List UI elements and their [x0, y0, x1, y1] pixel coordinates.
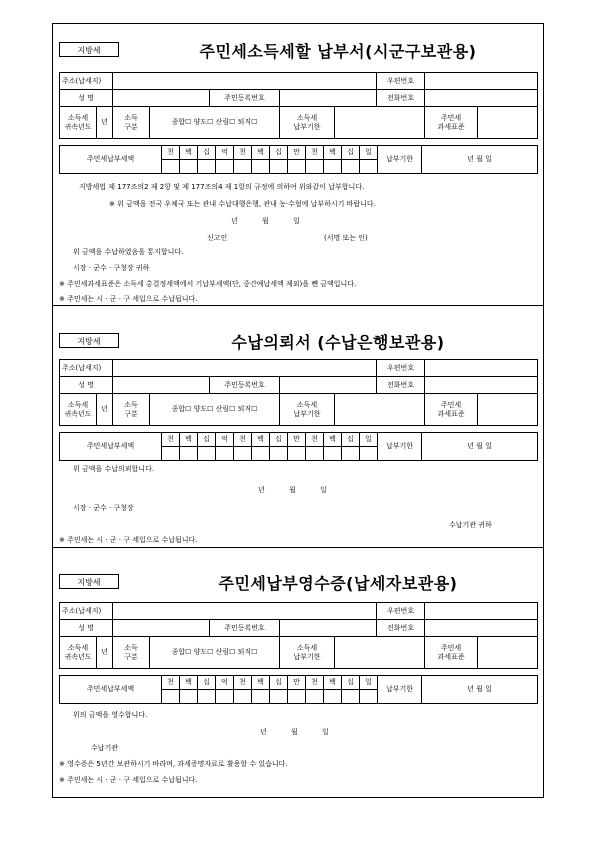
amount-table — [59, 675, 538, 704]
year-label: 소득세 귀속년도 — [60, 394, 97, 426]
standard-field[interactable] — [478, 394, 538, 426]
digit-label: 십 — [270, 146, 288, 160]
digit-cell[interactable] — [360, 447, 378, 461]
digit-cell[interactable] — [216, 160, 234, 174]
digit-cell[interactable] — [252, 690, 270, 704]
digit-label: 십 — [270, 676, 288, 690]
address-label: 주소(납세지) — [60, 603, 113, 620]
issuer-text: 시장 · 군수 · 구청장 — [73, 504, 134, 512]
kind-options[interactable]: 종합☐ 양도☐ 산림☐ 퇴직☐ — [150, 637, 280, 669]
digit-label: 십 — [198, 676, 216, 690]
digit-label: 십 — [198, 433, 216, 447]
due-label: 납부기한 — [378, 146, 422, 174]
digit-label: 십 — [342, 433, 360, 447]
due-label: 소득세 납부기한 — [280, 394, 335, 426]
phone-label: 전화번호 — [377, 90, 425, 107]
standard-field[interactable] — [478, 107, 538, 139]
digit-cell[interactable] — [306, 447, 324, 461]
digit-label: 십 — [270, 433, 288, 447]
taxpayer-table — [59, 72, 538, 139]
phone-field[interactable] — [425, 90, 538, 107]
digit-label: 십 — [342, 146, 360, 160]
phone-field[interactable] — [425, 377, 538, 394]
digit-label: 백 — [252, 676, 270, 690]
section-divider — [53, 305, 543, 306]
name-label: 성 명 — [60, 620, 113, 637]
postal-label: 우편번호 — [377, 73, 425, 90]
kind-options[interactable]: 종합☐ 양도☐ 산림☐ 퇴직☐ — [150, 394, 280, 426]
due-date[interactable]: 년 월 일 — [422, 146, 538, 174]
due-date[interactable]: 년 월 일 — [422, 433, 538, 461]
digit-label: 천 — [162, 146, 180, 160]
digit-label: 천 — [234, 146, 252, 160]
digit-cell[interactable] — [288, 447, 306, 461]
rrn-field[interactable] — [280, 620, 377, 637]
due-label: 납부기한 — [378, 676, 422, 704]
digit-label: 만 — [288, 433, 306, 447]
digit-cell[interactable] — [234, 160, 252, 174]
taxpayer-table — [59, 359, 538, 426]
digit-label: 백 — [180, 433, 198, 447]
digit-cell[interactable] — [180, 690, 198, 704]
due-label: 소득세 납부기한 — [280, 637, 335, 669]
digit-cell[interactable] — [306, 690, 324, 704]
digit-cell[interactable] — [324, 447, 342, 461]
postal-label: 우편번호 — [377, 603, 425, 620]
digit-label: 백 — [324, 676, 342, 690]
digit-label: 일 — [360, 433, 378, 447]
year-unit[interactable]: 년 — [97, 394, 113, 426]
note-revenue: ※ 주민세는 시 · 군 · 구 세입으로 수납됩니다. — [59, 776, 198, 784]
year-unit[interactable]: 년 — [97, 107, 113, 139]
due-field[interactable] — [335, 637, 425, 669]
digit-label: 천 — [306, 146, 324, 160]
date-text: 년 월 일 — [258, 486, 327, 494]
due-field[interactable] — [335, 107, 425, 139]
section-title: 수납의뢰서 (수납은행보관용) — [231, 333, 445, 352]
form-frame — [52, 23, 544, 798]
section-title: 주민세소득세할 납부서(시군구보관용) — [199, 42, 477, 61]
digit-cell[interactable] — [252, 447, 270, 461]
digit-label: 일 — [360, 146, 378, 160]
digit-label: 일 — [360, 676, 378, 690]
name-field[interactable] — [113, 377, 210, 394]
phone-field[interactable] — [425, 620, 538, 637]
recipient-text: 수납기관 귀하 — [449, 521, 492, 529]
note-standard: ※ 주민세과세표준은 소득세 총결정세액에서 기납부세액(단, 중간예납세액 제외)을 뺀 금액입니다. — [59, 280, 357, 288]
name-label: 성 명 — [60, 377, 113, 394]
tag-local-tax: 지방세 — [59, 42, 119, 57]
digit-label: 백 — [180, 676, 198, 690]
rrn-label: 주민등록번호 — [210, 90, 280, 107]
digit-label: 천 — [162, 676, 180, 690]
year-unit[interactable]: 년 — [97, 637, 113, 669]
digit-cell[interactable] — [162, 160, 180, 174]
address-label: 주소(납세지) — [60, 360, 113, 377]
digit-label: 백 — [324, 433, 342, 447]
digit-cell[interactable] — [234, 690, 252, 704]
section-divider — [53, 547, 543, 548]
digit-label: 백 — [252, 433, 270, 447]
kind-label: 소득 구분 — [113, 107, 150, 139]
phone-label: 전화번호 — [377, 377, 425, 394]
postal-field[interactable] — [425, 360, 538, 377]
taxpayer-table — [59, 602, 538, 669]
digit-cell[interactable] — [270, 447, 288, 461]
date-text: 년 월 일 — [231, 217, 300, 225]
statement-text: 지방세법 제 177조의2 제 2항 및 제 177조의4 제 1항의 규정에 의하여 위와같이 납부합니다. — [79, 183, 365, 191]
digit-cell[interactable] — [252, 160, 270, 174]
amount-label: 주민세납부세액 — [60, 433, 162, 461]
digit-cell[interactable] — [198, 690, 216, 704]
digit-cell[interactable] — [342, 690, 360, 704]
digit-cell[interactable] — [324, 690, 342, 704]
postal-field[interactable] — [425, 73, 538, 90]
digit-cell[interactable] — [360, 690, 378, 704]
due-date[interactable]: 년 월 일 — [422, 676, 538, 704]
digit-cell[interactable] — [270, 690, 288, 704]
digit-cell[interactable] — [198, 160, 216, 174]
digit-label: 천 — [234, 433, 252, 447]
address-field[interactable] — [113, 603, 377, 620]
reporter-label: 신고인 — [207, 234, 228, 242]
signature-label: (서명 또는 인) — [324, 234, 368, 242]
digit-label: 억 — [216, 146, 234, 160]
standard-label: 주민세 과세표준 — [425, 107, 478, 139]
standard-label: 주민세 과세표준 — [425, 394, 478, 426]
address-field[interactable] — [113, 360, 377, 377]
digit-cell[interactable] — [162, 447, 180, 461]
digit-label: 억 — [216, 676, 234, 690]
name-label: 성 명 — [60, 90, 113, 107]
payment-guide-text: ※ 위 금액을 전국 우체국 또는 관내 수납대행은행, 관내 농·수협에 납부하시기 바랍니다. — [109, 200, 376, 208]
year-label: 소득세 귀속년도 — [60, 107, 97, 139]
digit-label: 천 — [162, 433, 180, 447]
amount-table — [59, 145, 538, 174]
phone-label: 전화번호 — [377, 620, 425, 637]
due-label: 소득세 납부기한 — [280, 107, 335, 139]
kind-options[interactable]: 종합☐ 양도☐ 산림☐ 퇴직☐ — [150, 107, 280, 139]
amount-label: 주민세납부세액 — [60, 676, 162, 704]
kind-label: 소득 구분 — [113, 637, 150, 669]
digit-label: 백 — [324, 146, 342, 160]
digit-label: 천 — [306, 433, 324, 447]
year-label: 소득세 귀속년도 — [60, 637, 97, 669]
digit-cell[interactable] — [342, 447, 360, 461]
digit-label: 백 — [180, 146, 198, 160]
digit-label: 천 — [234, 676, 252, 690]
digit-cell[interactable] — [234, 447, 252, 461]
digit-cell[interactable] — [270, 160, 288, 174]
note-revenue: ※ 주민세는 시 · 군 · 구 세입으로 수납됩니다. — [59, 295, 198, 303]
rrn-label: 주민등록번호 — [210, 377, 280, 394]
digit-cell[interactable] — [342, 160, 360, 174]
digit-label: 십 — [342, 676, 360, 690]
digit-cell[interactable] — [288, 160, 306, 174]
standard-field[interactable] — [478, 637, 538, 669]
amount-label: 주민세납부세액 — [60, 146, 162, 174]
digit-cell[interactable] — [288, 690, 306, 704]
tag-local-tax: 지방세 — [59, 333, 119, 348]
digit-cell[interactable] — [216, 447, 234, 461]
postal-field[interactable] — [425, 603, 538, 620]
digit-cell[interactable] — [198, 447, 216, 461]
note-keep-receipt: ※ 영수증은 5년간 보관하시기 바라며, 과세증명자료로 활용할 수 있습니다. — [59, 760, 288, 768]
name-field[interactable] — [113, 90, 210, 107]
digit-cell[interactable] — [180, 447, 198, 461]
date-text: 년 월 일 — [260, 728, 329, 736]
digit-cell[interactable] — [180, 160, 198, 174]
digit-label: 백 — [252, 146, 270, 160]
rrn-label: 주민등록번호 — [210, 620, 280, 637]
digit-label: 천 — [306, 676, 324, 690]
received-text: 위 금액을 수납하였음을 통지합니다. — [73, 248, 184, 256]
digit-label: 억 — [216, 433, 234, 447]
standard-label: 주민세 과세표준 — [425, 637, 478, 669]
postal-label: 우편번호 — [377, 360, 425, 377]
amount-table — [59, 432, 538, 461]
digit-cell[interactable] — [306, 160, 324, 174]
recipient-text: 시장 · 군수 · 구청장 귀하 — [73, 264, 150, 272]
request-text: 위 금액을 수납의뢰합니다. — [73, 465, 155, 473]
receipt-text: 위의 금액을 영수합니다. — [73, 711, 148, 719]
due-field[interactable] — [335, 394, 425, 426]
rrn-field[interactable] — [280, 377, 377, 394]
section-title: 주민세납부영수증(납세자보관용) — [218, 574, 458, 593]
note-revenue: ※ 주민세는 시 · 군 · 구 세입으로 수납됩니다. — [59, 536, 198, 544]
digit-label: 만 — [288, 146, 306, 160]
digit-cell[interactable] — [162, 690, 180, 704]
tag-local-tax: 지방세 — [59, 574, 119, 589]
address-field[interactable] — [113, 73, 377, 90]
rrn-field[interactable] — [280, 90, 377, 107]
due-label: 납부기한 — [378, 433, 422, 461]
name-field[interactable] — [113, 620, 210, 637]
digit-cell[interactable] — [324, 160, 342, 174]
digit-label: 만 — [288, 676, 306, 690]
digit-label: 십 — [198, 146, 216, 160]
agency-label: 수납기관 — [91, 744, 119, 752]
kind-label: 소득 구분 — [113, 394, 150, 426]
address-label: 주소(납세지) — [60, 73, 113, 90]
digit-cell[interactable] — [360, 160, 378, 174]
digit-cell[interactable] — [216, 690, 234, 704]
